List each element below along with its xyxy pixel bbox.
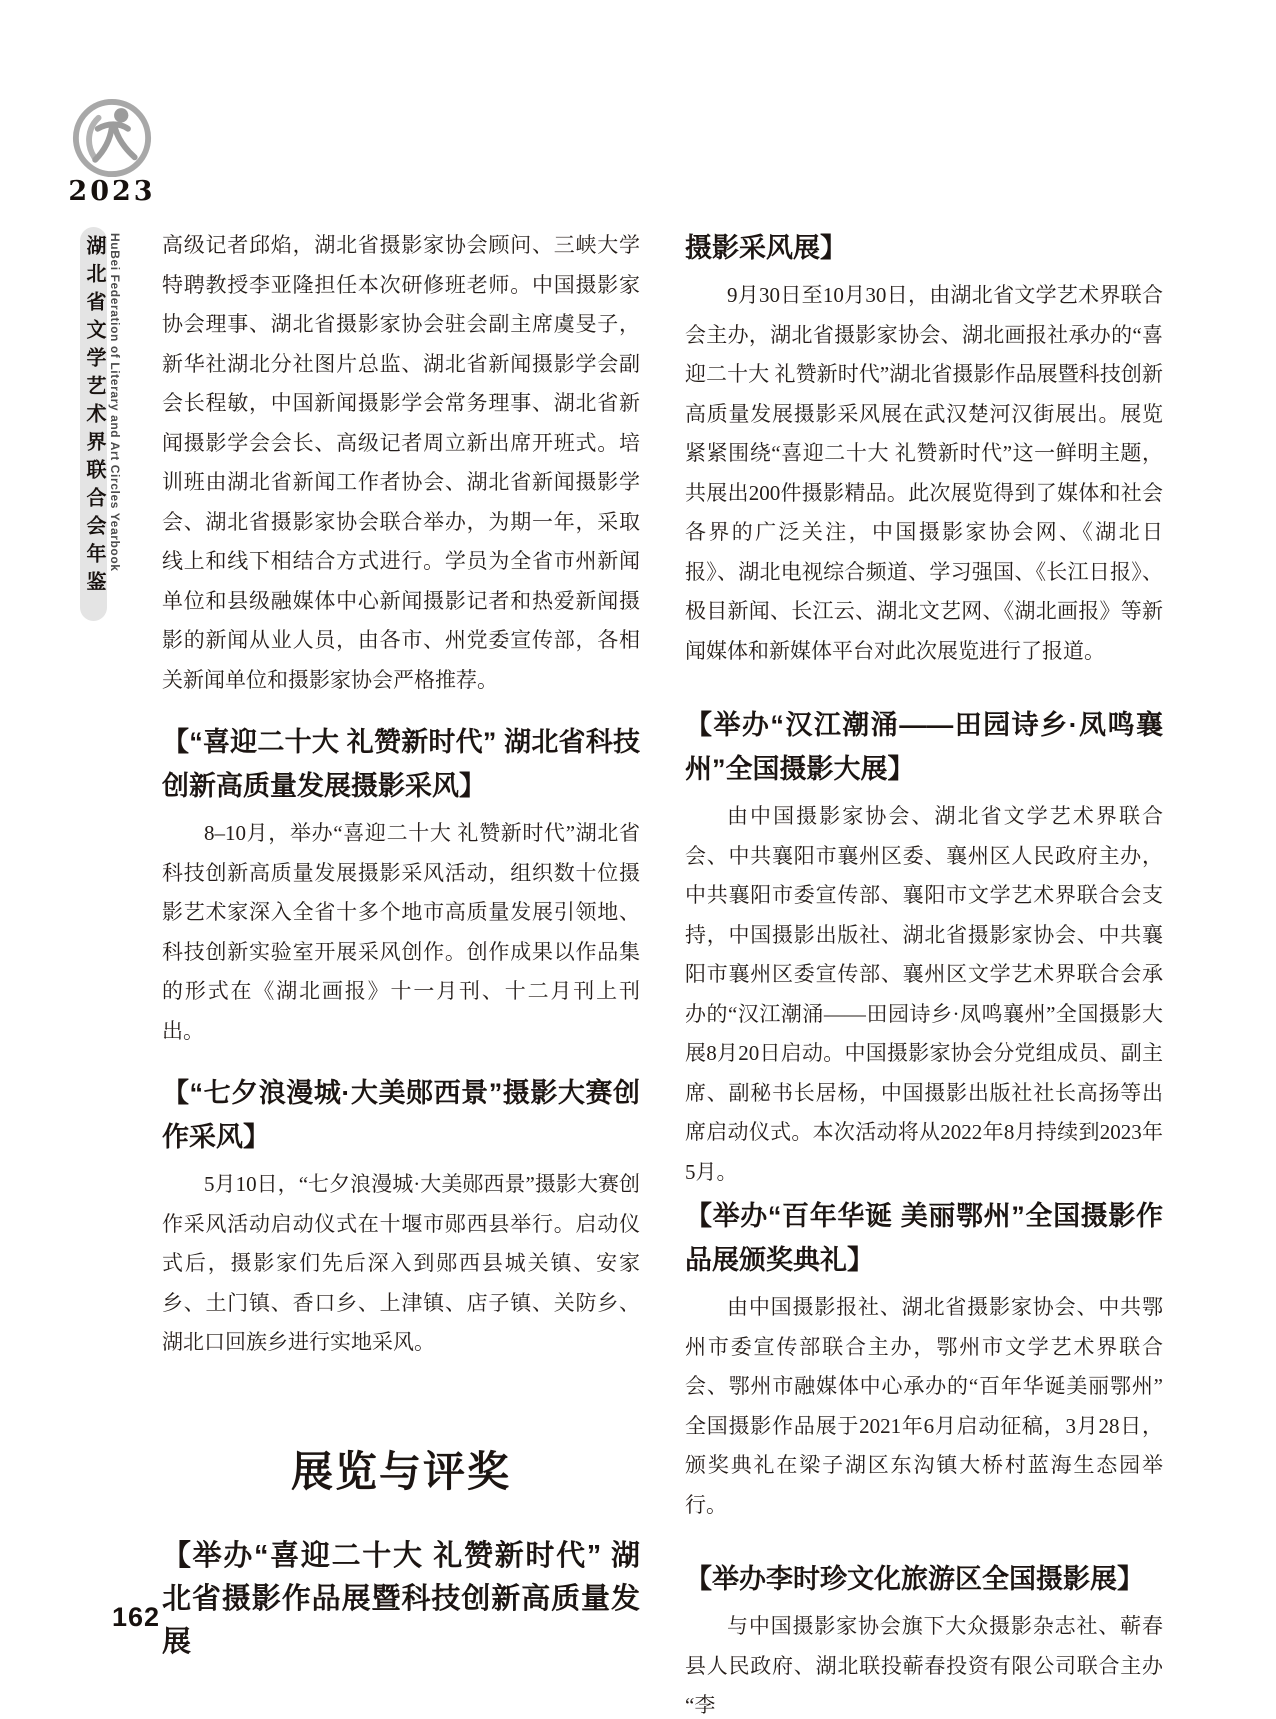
entry-heading-zuopinzhan-start: 【举办“喜迎二十大 礼赞新时代” 湖北省摄影作品展暨科技创新高质量发展 <box>162 1539 640 1658</box>
entry-heading-zuopinzhan-end: 摄影采风展】 <box>685 233 847 263</box>
federation-logo-icon <box>70 96 154 180</box>
left-column <box>162 226 640 1670</box>
entry-body-lishizhen: 与中国摄影家协会旗下大众摄影杂志社、蕲春县人民政府、湖北联投蕲春投资有限公司联合主办“李 <box>685 1614 1163 1717</box>
entry-body-keji-caifeng: 8–10月，举办“喜迎二十大 礼赞新时代”湖北省科技创新高质量发展摄影采风活动，组织数十位摄影艺术家深入全省十多个地市高质量发展引领地、科技创新实验室开展采风创作。创作成果以作品集的形式在《湖北画报》十一月刊、十二月刊上刊出。 <box>162 821 640 1043</box>
entry-body-zuopinzhan: 9月30日至10月30日，由湖北省文学艺术界联合会主办，湖北省摄影家协会、湖北画报社承办的“喜迎二十大 礼赞新时代”湖北省摄影作品展暨科技创新高质量发展摄影采风展在武汉楚河汉街展出。展览紧紧围绕“喜迎二十大 礼赞新时代”这一鲜明主题，共展出200件摄影精品。此次展览得到了媒体和社会各界的广泛关注，中国摄影家协会网、《湖北日报》、湖北电视综合频道、学习强国、《长江日报》、极目新闻、长江云、湖北文艺网、《湖北画报》等新闻媒体和新媒体平台对此次展览进行了报道。 <box>685 283 1163 663</box>
spine-title-english: HuBei Federation of Literary and Art Circles Yearbook <box>108 233 122 572</box>
section-title-exhibitions-awards: 展览与评奖 <box>290 1447 511 1495</box>
entry-body-qixi-yunxi: 5月10日，“七夕浪漫城·大美郧西景”摄影大赛创作采风活动启动仪式在十堰市郧西县举行。启动仪式后，摄影家们先后深入到郧西县城关镇、安家乡、土门镇、香口乡、上津镇、店子镇、关防乡、湖北口回族乡进行实地采风。 <box>162 1172 640 1354</box>
entry-body-bainian-huadan: 由中国摄影报社、湖北省摄影家协会、中共鄂州市委宣传部联合主办，鄂州市文学艺术界联合会、鄂州市融媒体中心承办的“百年华诞美丽鄂州”全国摄影作品展于2021年6月启动征稿，3月28日，颁奖典礼在梁子湖区东沟镇大桥村蓝海生态园举行。 <box>685 1295 1163 1517</box>
entry-heading-bainian-huadan: 【举办“百年华诞 美丽鄂州”全国摄影作品展颁奖典礼】 <box>685 1201 1163 1275</box>
masthead-year: 2023 <box>68 176 156 207</box>
spine-strip <box>80 227 107 621</box>
spine-title-chinese: 湖北省文学艺术界联合会年鉴 <box>83 235 105 599</box>
entry-heading-qixi-yunxi: 【“七夕浪漫城·大美郧西景”摄影大赛创作采风】 <box>162 1078 640 1152</box>
entry-heading-hanjiang-chaoyong: 【举办“汉江潮涌——田园诗乡·凤鸣襄州”全国摄影大展】 <box>685 710 1163 784</box>
entry-heading-lishizhen: 【举办李时珍文化旅游区全国摄影展】 <box>685 1564 1144 1594</box>
entry-heading-keji-caifeng: 【“喜迎二十大 礼赞新时代” 湖北省科技创新高质量发展摄影采风】 <box>162 727 640 801</box>
intro-continuation-paragraph: 高级记者邱焰，湖北省摄影家协会顾问、三峡大学特聘教授李亚隆担任本次研修班老师。中国摄影家协会理事、湖北省摄影家协会驻会副主席虞旻子，新华社湖北分社图片总监、湖北省新闻摄影学会副会长程敏，中国新闻摄影学会常务理事、湖北省新闻摄影学会会长、高级记者周立新出席开班式。培训班由湖北省新闻工作者协会、湖北省新闻摄影学会、湖北省摄影家协会联合举办，为期一年，采取线上和线下相结合方式进行。学员为全省市州新闻单位和县级融媒体中心新闻摄影记者和热爱新闻摄影的新闻从业人员，由各市、州党委宣传部，各相关新闻单位和摄影家协会严格推荐。 <box>162 233 640 692</box>
page-number: 162 <box>112 1602 161 1632</box>
right-column <box>685 226 1163 1719</box>
entry-body-hanjiang-chaoyong: 由中国摄影家协会、湖北省文学艺术界联合会、中共襄阳市襄州区委、襄州区人民政府主办，中共襄阳市委宣传部、襄阳市文学艺术界联合会支持，中国摄影出版社、湖北省摄影家协会、中共襄阳市襄州区委宣传部、襄州区文学艺术界联合会承办的“汉江潮涌——田园诗乡·凤鸣襄州”全国摄影大展8月20日启动。中国摄影家协会分党组成员、副主席、副秘书长居杨，中国摄影出版社社长高扬等出席启动仪式。本次活动将从2022年8月持续到2023年5月。 <box>685 804 1163 1184</box>
